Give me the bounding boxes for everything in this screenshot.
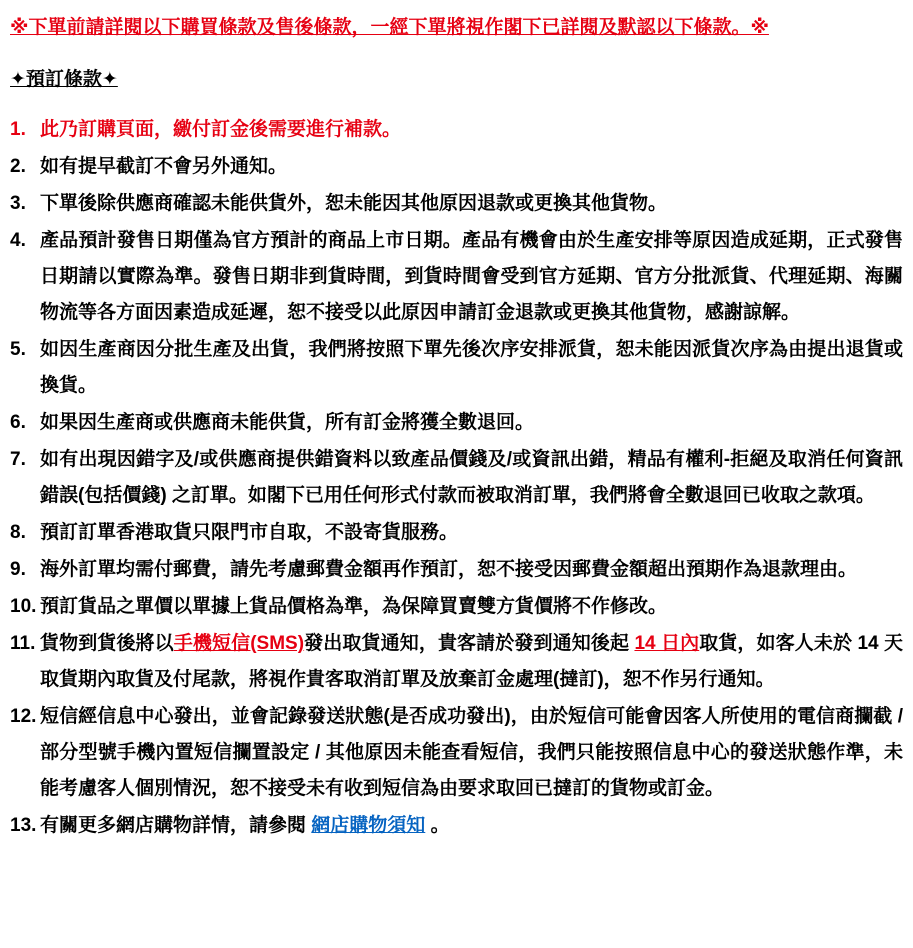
term-number: 8. xyxy=(10,522,26,543)
term-text: 此乃訂購頁面，繳付訂金後需要進行補款。 xyxy=(40,119,402,140)
term-text-part: 發出取貨通知，貴客請於發到通知後起 xyxy=(304,633,635,654)
term-number: 5. xyxy=(10,339,26,360)
term-text: 下單後除供應商確認未能供貨外，恕未能因其他原因退款或更換其他貨物。 xyxy=(40,193,668,214)
term-text: 如因生產商因分批生產及出貨，我們將按照下單先後次序安排派貨，恕未能因派貨次序為由提出退貨或換貨。 xyxy=(40,339,903,396)
term-number: 7. xyxy=(10,449,26,470)
term-text: 如果因生產商或供應商未能供貨，所有訂金將獲全數退回。 xyxy=(40,412,535,433)
term-text: 短信經信息中心發出，並會記錄發送狀態(是否成功發出)，由於短信可能會因客人所使用的電信商攔截 / 部分型號手機內置短信攔置設定 / 其他原因未能查看短信，我們只能按照信息中心的發送狀態作準，未能考慮客人個別情況，恕不接受未有收到短信為由要求取回已撻訂的貨物或訂金。 xyxy=(40,706,903,799)
term-item-11 xyxy=(10,626,903,698)
term-number: 6. xyxy=(10,412,26,433)
term-item-7 xyxy=(10,442,903,514)
term-number: 13. xyxy=(10,815,37,836)
term-item-13 xyxy=(10,808,903,844)
term-text: 預訂貨品之單價以單據上貨品價格為準，為保障買賣雙方貨價將不作修改。 xyxy=(40,596,668,617)
term-number: 11. xyxy=(10,633,36,654)
term-item-12 xyxy=(10,699,903,807)
term-number: 9. xyxy=(10,559,26,580)
term-number: 2. xyxy=(10,156,26,177)
term-item-5 xyxy=(10,332,903,404)
term-item-1 xyxy=(10,112,903,148)
term-item-6 xyxy=(10,405,903,441)
term-text-part: 取貨，如客人未於 14 天取貨期內取貨及付尾款，將視作貴客取消訂單及放棄訂金處理(撻訂)，恕不作另行通知。 xyxy=(40,633,903,690)
term-item-9 xyxy=(10,552,903,588)
term-item-3 xyxy=(10,186,903,222)
term-text: 如有出現因錯字及/或供應商提供錯資料以致產品價錢及/或資訊出錯，精品有權利-拒絕及取消任何資訊錯誤(包括價錢) 之訂單。如閣下已用任何形式付款而被取消訂單，我們將會全數退回已收取之款項。 xyxy=(40,449,903,506)
term-item-2 xyxy=(10,149,903,185)
pickup-deadline-highlight: 14 日內 xyxy=(634,633,700,654)
term-text: 如有提早截訂不會另外通知。 xyxy=(40,156,288,177)
term-number: 10. xyxy=(10,596,37,617)
term-text: 海外訂單均需付郵費，請先考慮郵費金額再作預訂，恕不接受因郵費金額超出預期作為退款理由。 xyxy=(40,559,858,580)
term-number: 3. xyxy=(10,193,26,214)
purchase-terms-warning: ※下單前請詳閱以下購買條款及售後條款，一經下單將視作閣下已詳閱及默認以下條款。※ xyxy=(10,17,769,38)
term-item-8 xyxy=(10,515,903,551)
sms-highlight: 手機短信(SMS) xyxy=(173,633,305,654)
term-item-4 xyxy=(10,223,903,331)
term-text-part: 。 xyxy=(425,815,450,836)
term-text-part: 有關更多網店購物詳情，請參閱 xyxy=(40,815,312,836)
term-number: 1. xyxy=(10,119,26,140)
term-text-part: 貨物到貨後將以 xyxy=(40,633,174,654)
term-item-10 xyxy=(10,589,903,625)
term-text: 預訂訂單香港取貨只限門市自取，不設寄貨服務。 xyxy=(40,522,459,543)
term-number: 4. xyxy=(10,230,26,251)
store-shopping-notice-link[interactable]: 網店購物須知 xyxy=(311,815,426,836)
term-number: 12. xyxy=(10,706,37,727)
preorder-terms-heading: ✦預訂條款✦ xyxy=(10,69,118,90)
terms-list xyxy=(10,112,903,844)
term-text: 產品預計發售日期僅為官方預計的商品上市日期。產品有機會由於生產安排等原因造成延期，正式發售日期請以實際為準。發售日期非到貨時間，到貨時間會受到官方延期、官方分批派貨、代理延期、海關物流等各方面因素造成延遲，恕不接受以此原因申請訂金退款或更換其他貨物，感謝諒解。 xyxy=(40,230,903,323)
